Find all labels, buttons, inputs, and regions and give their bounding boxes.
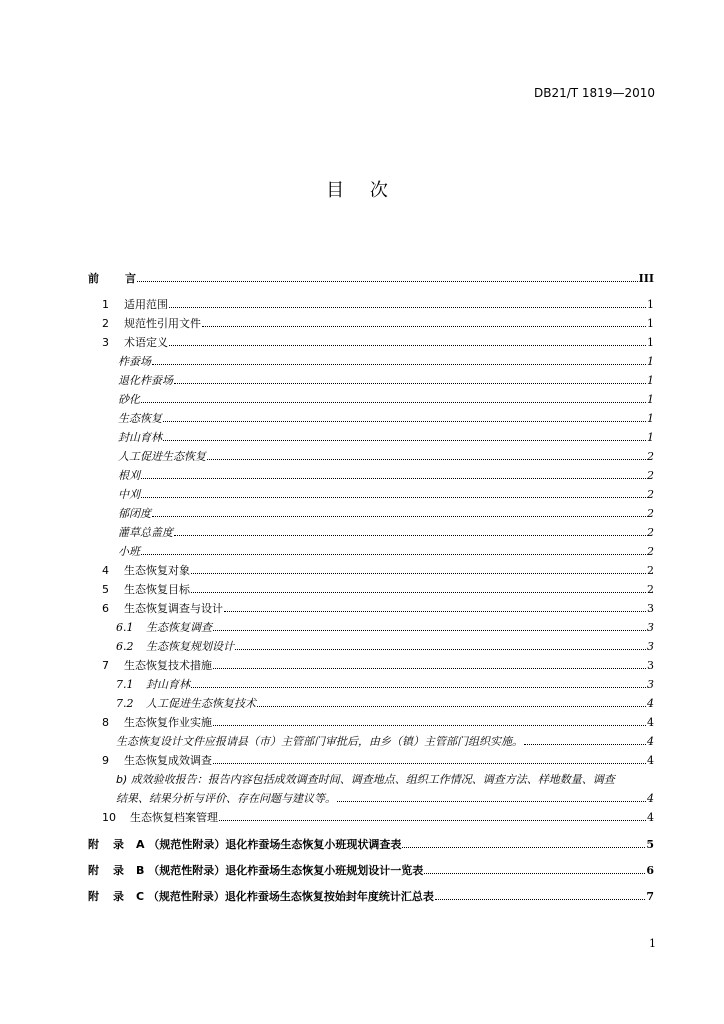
toc-page-number: 7: [646, 890, 654, 903]
toc-page-number: 2: [647, 526, 654, 539]
toc-page-number: 2: [647, 507, 654, 520]
page-title: 目 次: [326, 180, 398, 201]
toc-appendix-label-b: 录: [113, 838, 124, 851]
toc-section-number: 3: [102, 336, 109, 349]
toc-entry-text: 生态恢复调查: [146, 621, 212, 634]
toc-page-number: 1: [647, 317, 654, 330]
toc-section-number: 6.2: [116, 640, 134, 653]
toc-leader-dots: [163, 412, 646, 422]
toc-entry-text: 生态恢复设计文件应报请县（市）主管部门审批后，由乡（镇）主管部门组织实施。: [116, 735, 523, 748]
toc-entry-text: 中刈: [118, 488, 140, 501]
toc-leader-dots: [174, 374, 646, 384]
toc-row-3[interactable]: [102, 336, 654, 350]
toc-entry-text: C （规范性附录）退化柞蚕场生态恢复按始封年度统计汇总表: [136, 890, 434, 903]
toc-page-number: 6: [646, 864, 654, 877]
toc-entry-text: 规范性引用文件: [124, 317, 201, 330]
toc-leader-dots: [402, 838, 645, 848]
toc-row-7-2[interactable]: [116, 697, 654, 711]
toc-preface-label-b: 言: [125, 272, 136, 285]
toc-term-row[interactable]: [118, 431, 654, 445]
toc-leader-dots: [169, 298, 646, 308]
toc-entry-text: 生态恢复调查与设计: [124, 602, 223, 615]
toc-leader-dots: [213, 716, 646, 726]
toc-row-8[interactable]: [102, 716, 654, 730]
toc-term-row[interactable]: [118, 355, 654, 369]
toc-term-row[interactable]: [118, 393, 654, 407]
toc-page-number: 5: [646, 838, 654, 851]
toc-leader-dots: [191, 564, 646, 574]
toc-term-row[interactable]: [118, 450, 654, 464]
toc-appendix-label-a: 附: [88, 890, 99, 903]
toc-page-number: 4: [647, 811, 654, 824]
toc-section-number: 9: [102, 754, 109, 767]
toc-section-number: 7.2: [116, 697, 134, 710]
toc-leader-dots: [141, 545, 646, 555]
toc-leader-dots: [435, 890, 645, 900]
toc-entry-text: 柞蚕场: [118, 355, 151, 368]
toc-page-number: 3: [647, 659, 654, 672]
toc-page-number: 1: [647, 374, 654, 387]
toc-entry-text: 生态恢复作业实施: [124, 716, 212, 729]
toc-page-number: 2: [647, 469, 654, 482]
toc-entry-text: 术语定义: [124, 336, 168, 349]
toc-leader-dots: [213, 754, 646, 764]
toc-row-5[interactable]: [102, 583, 654, 597]
toc-leader-dots: [202, 317, 646, 327]
toc-leader-dots: [424, 864, 645, 874]
toc-entry-text: 小班: [118, 545, 140, 558]
toc-term-row[interactable]: [118, 469, 654, 483]
toc-row-6-1[interactable]: [116, 621, 654, 635]
toc-appendix-label-b: 录: [113, 890, 124, 903]
toc-page-number: 2: [647, 564, 654, 577]
toc-note-row-2[interactable]: [116, 792, 654, 806]
toc-leader-dots: [141, 488, 646, 498]
toc-leader-dots: [191, 583, 646, 593]
toc-leader-dots: [207, 450, 646, 460]
toc-entry-text: 生态恢复对象: [124, 564, 190, 577]
toc-page-number: 4: [647, 716, 654, 729]
toc-entry-text: 生态恢复目标: [124, 583, 190, 596]
toc-term-row[interactable]: [118, 374, 654, 388]
toc-leader-dots: [224, 602, 646, 612]
toc-page-number: 2: [647, 488, 654, 501]
toc-leader-dots: [141, 393, 646, 403]
toc-page-number: 1: [647, 412, 654, 425]
toc-leader-dots: [337, 792, 646, 802]
toc-page-number: 2: [647, 450, 654, 463]
toc-page-number: 4: [647, 735, 654, 748]
toc-preface-label-a: 前: [88, 272, 99, 285]
toc-section-number: 1: [102, 298, 109, 311]
toc-section-number: 5: [102, 583, 109, 596]
toc-row-1[interactable]: [102, 298, 654, 312]
toc-entry-text: 砂化: [118, 393, 140, 406]
toc-term-row[interactable]: [118, 507, 654, 521]
toc-appendix-b[interactable]: [88, 864, 654, 878]
toc-page-number: 4: [647, 697, 654, 710]
toc-entry-text: 人工促进生态恢复: [118, 450, 206, 463]
toc-leader-dots: [163, 431, 646, 441]
toc-entry-text: 生态恢复成效调查: [124, 754, 212, 767]
toc-appendix-c[interactable]: [88, 890, 654, 904]
toc-appendix-a[interactable]: [88, 838, 654, 852]
toc-leader-dots: [213, 621, 646, 631]
toc-appendix-label-a: 附: [88, 864, 99, 877]
toc-note-line-1[interactable]: b) 成效验收报告：报告内容包括成效调查时间、调查地点、组织工作情况、调查方法、样地数量、调查: [116, 773, 615, 786]
toc-entry-text: 灌草总盖度: [118, 526, 173, 539]
toc-entry-text: 生态恢复: [118, 412, 162, 425]
toc-page-number: 1: [647, 393, 654, 406]
toc-appendix-label-b: 录: [113, 864, 124, 877]
toc-page-number: III: [638, 272, 654, 285]
toc-page-number: 1: [647, 336, 654, 349]
toc-leader-dots: [191, 678, 646, 688]
toc-section-number: 7: [102, 659, 109, 672]
toc-entry-text: 退化柞蚕场: [118, 374, 173, 387]
toc-leader-dots: [219, 811, 646, 821]
toc-row-9[interactable]: [102, 754, 654, 768]
toc-term-row[interactable]: [118, 526, 654, 540]
toc-entry-text: 封山育林: [118, 431, 162, 444]
toc-preface-row[interactable]: [88, 272, 654, 286]
toc-term-row[interactable]: [118, 488, 654, 502]
toc-leader-dots: [137, 272, 638, 282]
toc-page-number: 4: [647, 792, 654, 805]
toc-section-number: 2: [102, 317, 109, 330]
toc-section-number: 6: [102, 602, 109, 615]
toc-note-row[interactable]: [116, 735, 654, 749]
toc-appendix-label-a: 附: [88, 838, 99, 851]
toc-leader-dots: [213, 659, 646, 669]
toc-row-6[interactable]: [102, 602, 654, 616]
toc-page-number: 1: [647, 298, 654, 311]
toc-entry-text: 郁闭度: [118, 507, 151, 520]
toc-section-number: 7.1: [116, 678, 134, 691]
toc-leader-dots: [152, 355, 646, 365]
toc-row-7[interactable]: [102, 659, 654, 673]
toc-row-6-2[interactable]: [116, 640, 654, 654]
toc-page-number: 2: [647, 545, 654, 558]
page-number: 1: [649, 937, 656, 950]
toc-page-number: 4: [647, 754, 654, 767]
toc-leader-dots: [257, 697, 646, 707]
toc-page-number: 3: [647, 602, 654, 615]
toc-leader-dots: [235, 640, 646, 650]
toc-entry-text: 适用范围: [124, 298, 168, 311]
toc-entry-text: A （规范性附录）退化柞蚕场生态恢复小班现状调查表: [136, 838, 402, 851]
toc-section-number: 4: [102, 564, 109, 577]
toc-leader-dots: [169, 336, 646, 346]
toc-row-7-1[interactable]: [116, 678, 654, 692]
toc-leader-dots: [174, 526, 646, 536]
toc-entry-text: B （规范性附录）退化柞蚕场生态恢复小班规划设计一览表: [136, 864, 424, 877]
toc-entry-text: 生态恢复档案管理: [130, 811, 218, 824]
toc-row-2[interactable]: [102, 317, 654, 331]
toc-page-number: 1: [647, 355, 654, 368]
toc-entry-text: 封山育林: [146, 678, 190, 691]
toc-section-number: 8: [102, 716, 109, 729]
toc-page-number: 2: [647, 583, 654, 596]
toc-section-number: 6.1: [116, 621, 134, 634]
toc-page-number: 1: [647, 431, 654, 444]
toc-row-4[interactable]: [102, 564, 654, 578]
toc-term-row[interactable]: [118, 545, 654, 559]
toc-leader-dots: [152, 507, 646, 517]
toc-row-10[interactable]: [102, 811, 654, 825]
toc-entry-text: 人工促进生态恢复技术: [146, 697, 256, 710]
toc-leader-dots: [141, 469, 646, 479]
toc-entry-text: 根刈: [118, 469, 140, 482]
toc-entry-text: 生态恢复技术措施: [124, 659, 212, 672]
toc-term-row[interactable]: [118, 412, 654, 426]
toc-section-number: 10: [102, 811, 116, 824]
toc-leader-dots: [524, 735, 646, 745]
toc-page-number: 3: [647, 678, 654, 691]
document-code: DB21/T 1819—2010: [533, 86, 655, 100]
toc-entry-text: 结果、结果分析与评价、存在问题与建议等。: [116, 792, 336, 805]
toc-page-number: 3: [647, 621, 654, 634]
toc-entry-text: 生态恢复规划设计: [146, 640, 234, 653]
toc-page-number: 3: [647, 640, 654, 653]
